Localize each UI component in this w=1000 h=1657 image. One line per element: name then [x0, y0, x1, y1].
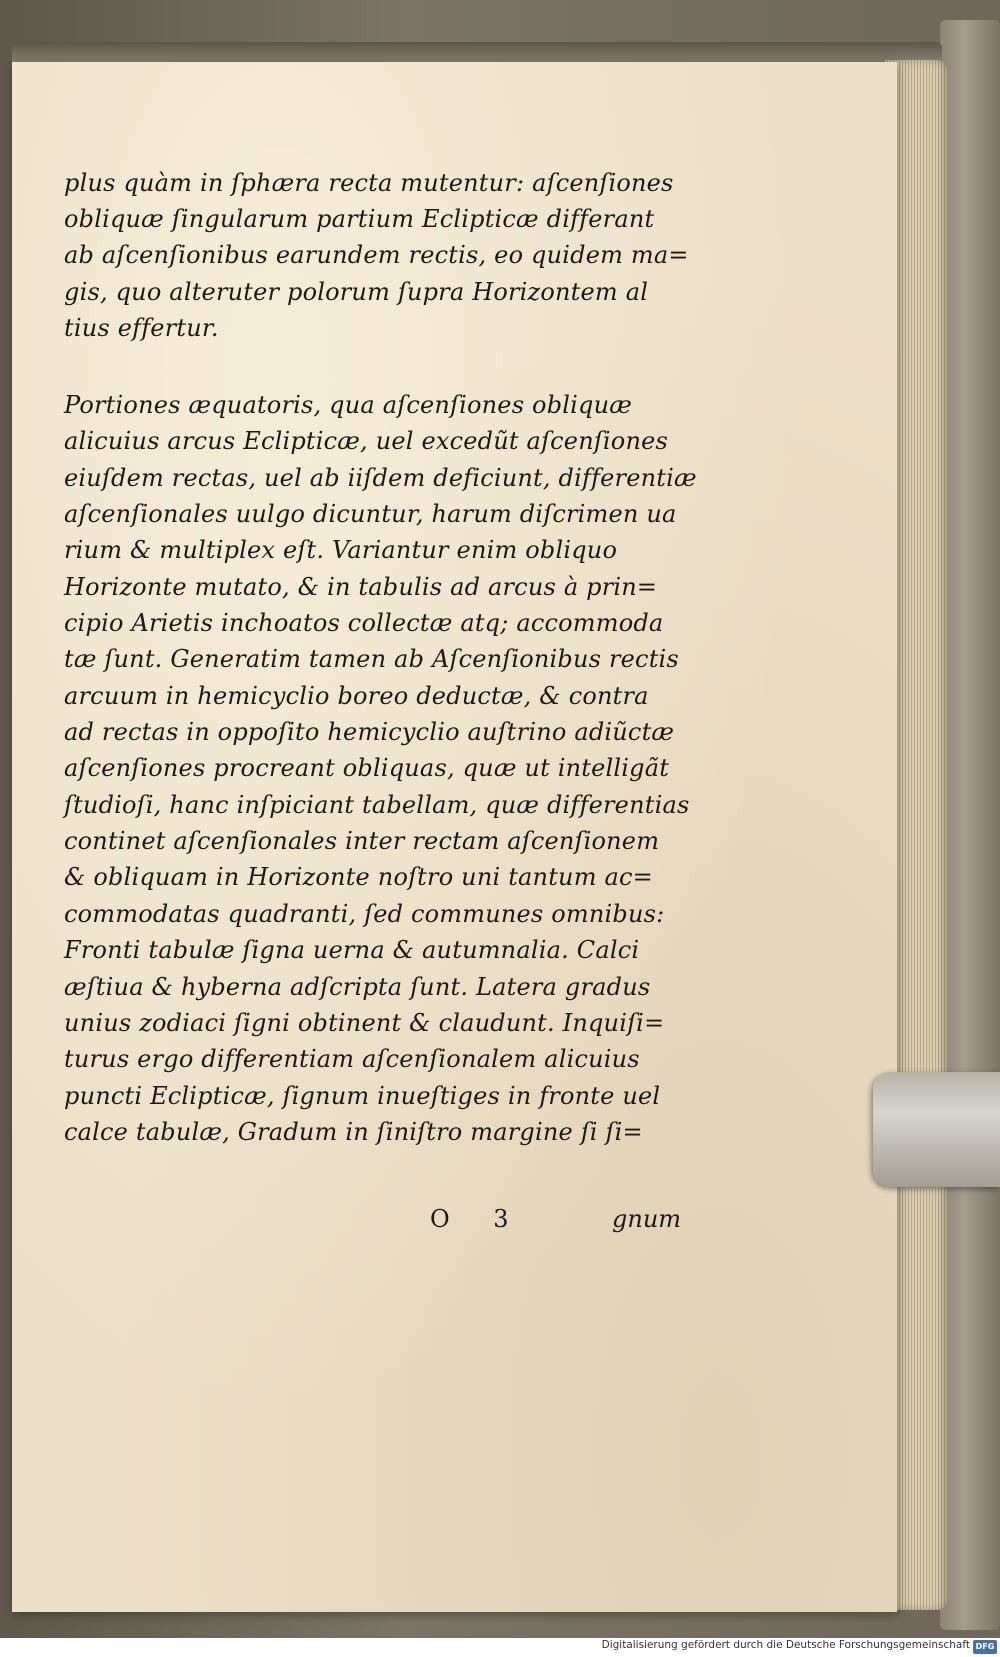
- footer-credit: Digitalisierung gefördert durch die Deutsche Forschungsgemeinschaft: [601, 1639, 970, 1651]
- paragraph-2: [64, 387, 697, 1150]
- text-line: alicuius arcus Eclipticæ, uel excedũt aſcenſiones: [64, 427, 669, 456]
- text-line: aſcenſiones procreant obliquas, quæ ut intelligãt: [64, 754, 670, 783]
- text-line: commodatas quadranti, ſed communes omnibus:: [64, 899, 665, 928]
- text-line: æſtiua & hyberna adſcripta ſunt. Latera gradus: [64, 972, 651, 1001]
- text-line: continet aſcenſionales inter rectam aſcenſionem: [64, 827, 660, 856]
- book-clip: [873, 1072, 1000, 1187]
- text-line: unius zodiaci ſigni obtinent & claudunt. Inquiſi=: [64, 1008, 665, 1037]
- text-line: Horizonte mutato, & in tabulis ad arcus à prin=: [64, 572, 658, 601]
- text-line: turus ergo differentiam aſcenſionalem alicuius: [64, 1045, 640, 1074]
- text-line: ab aſcenſionibus earundem rectis, eo quidem ma=: [64, 241, 689, 270]
- book-top-edge: [12, 42, 942, 64]
- text-line: aſcenſionales uulgo dicuntur, harum diſcrimen ua: [64, 500, 677, 529]
- text-line: rium & multiplex eſt. Variantur enim obliquo: [64, 536, 618, 565]
- signature-mark: O 3: [430, 1205, 527, 1233]
- text-line: arcuum in hemicyclio boreo deductæ, & contra: [64, 681, 649, 710]
- text-line: obliquæ ſingularum partium Eclipticæ differant: [64, 205, 655, 234]
- text-line: calce tabulæ, Gradum in ſiniſtro margine ſi ſi=: [64, 1117, 643, 1146]
- text-line: eiuſdem rectas, uel ab iiſdem deficiunt, differentiæ: [64, 463, 697, 492]
- dfg-logo-icon: DFG: [973, 1640, 997, 1654]
- text-line: gis, quo alteruter polorum ſupra Horizontem al: [64, 277, 649, 306]
- book-cover-edge: [940, 20, 1000, 1630]
- text-line: Portiones æquatoris, qua aſcenſiones obliquæ: [64, 391, 632, 419]
- catchword: gnum: [612, 1205, 682, 1233]
- text-line: plus quàm in ſphæra recta mutentur: aſcenſiones: [64, 169, 674, 197]
- text-line: cipio Arietis inchoatos collectæ atq; accommoda: [64, 609, 664, 638]
- text-line: tæ ſunt. Generatim tamen ab Aſcenſionibus rectis: [64, 645, 679, 674]
- text-line: & obliquam in Horizonte noſtro uni tantum ac=: [64, 863, 653, 892]
- text-line: Fronti tabulæ ſigna uerna & autumnalia. Calci: [64, 936, 640, 965]
- text-line: ad rectas in oppoſito hemicyclio auſtrino adiũctæ: [64, 718, 675, 747]
- paragraph-1: [64, 165, 694, 346]
- text-line: tius effertur.: [64, 313, 219, 342]
- text-line: puncti Eclipticæ, ſignum inueſtiges in fronte uel: [64, 1081, 661, 1110]
- text-line: ſtudioſi, hanc inſpiciant tabellam, quæ differentias: [64, 790, 690, 819]
